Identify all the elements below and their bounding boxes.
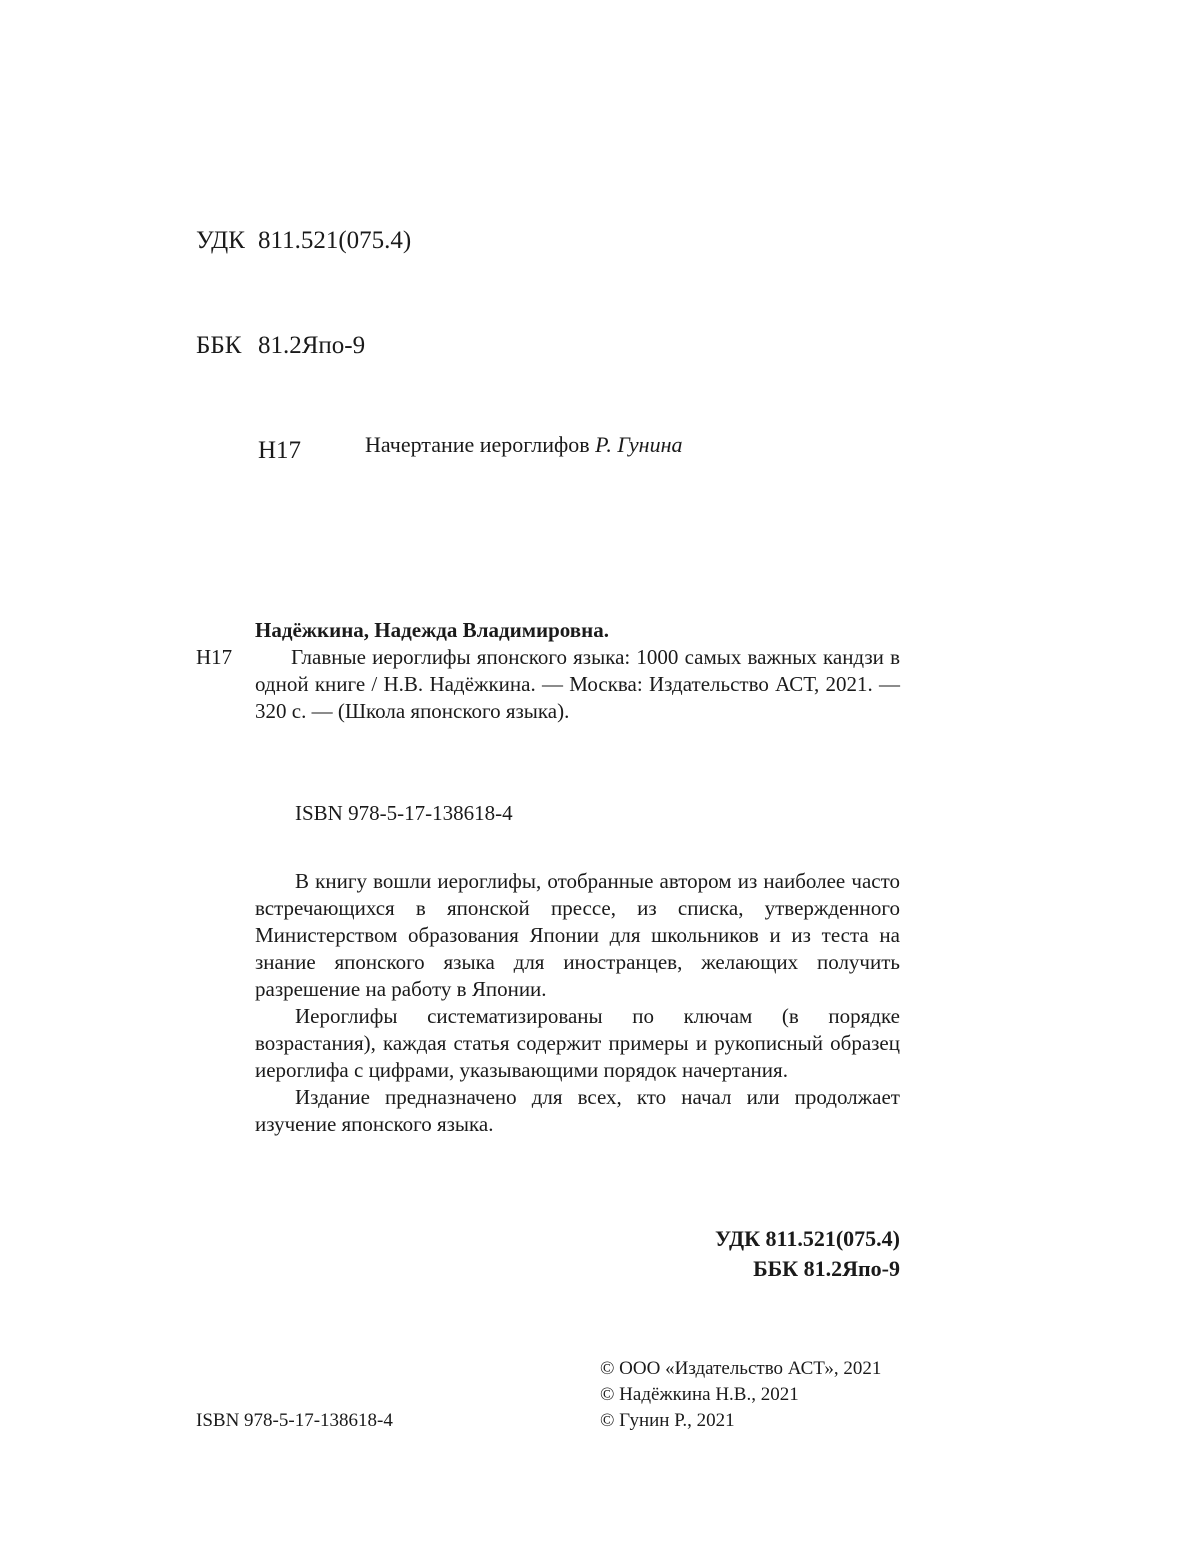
udk-value-top: 811.521(075.4) [258,227,412,254]
classification-block-bottom [400,1224,900,1284]
copyright-line-calligrapher: © Гунин Р., 2021 [600,1410,735,1431]
udk-label-top: УДК [196,227,245,254]
copyright-line-author: © Надёжкина Н.В., 2021 [600,1384,799,1405]
biblio-description: Главные иероглифы японского языка: 1000 самых важных кандзи в одной книге / Н.В. Надёжкина. — Москва: Издательство АСТ, 2021. — 320 с. — (Школа японского языка). [255,645,900,723]
udk-row-top [196,223,411,258]
author-mark-top: Н17 [258,437,302,464]
bbk-label-top: ББК [196,332,242,359]
bbk-bottom: ББК 81.2Япо-9 [753,1256,900,1281]
copyright-block [600,1356,881,1434]
biblio-author-heading: Надёжкина, Надежда Владимировна. [255,618,609,642]
copyright-line-publisher: © ООО «Издательство АСТ», 2021 [600,1358,882,1379]
udk-bottom: УДК 811.521(075.4) [715,1226,900,1251]
annotation-paragraph-3: Издание предназначено для всех, кто начал или продолжает изучение японского языка. [255,1085,900,1136]
calligraphy-credit-role: Начертание иероглифов [365,432,596,457]
biblio-catalog-mark: Н17 [196,645,233,669]
isbn-main: ISBN 978-5-17-138618-4 [295,801,513,825]
annotation-paragraph-2: Иероглифы систематизированы по ключам (в порядке возрастания), каждая статья содержит примеры и рукописный образец иероглифа с цифрами, указывающими порядок начертания. [255,1004,900,1082]
bbk-value-top: 81.2Япо-9 [258,332,366,359]
bbk-row-top [196,328,411,363]
annotation-block [255,868,900,1138]
classification-block-top [196,153,411,538]
isbn-footer: ISBN 978-5-17-138618-4 [196,1410,393,1431]
biblio-description-wrapper [196,644,900,725]
calligraphy-credit [365,430,683,460]
annotation-paragraph-1: В книгу вошли иероглифы, отобранные автором из наиболее часто встречающихся в японской прессе, из списка, утвержденного Министерством образования Японии для школьников и из теста на знание японского языка для иностранцев, желающих получить разрешение на работу в Японии. [255,869,900,1001]
calligraphy-credit-name: Р. Гунина [595,432,683,457]
bibliographic-record [196,617,900,725]
